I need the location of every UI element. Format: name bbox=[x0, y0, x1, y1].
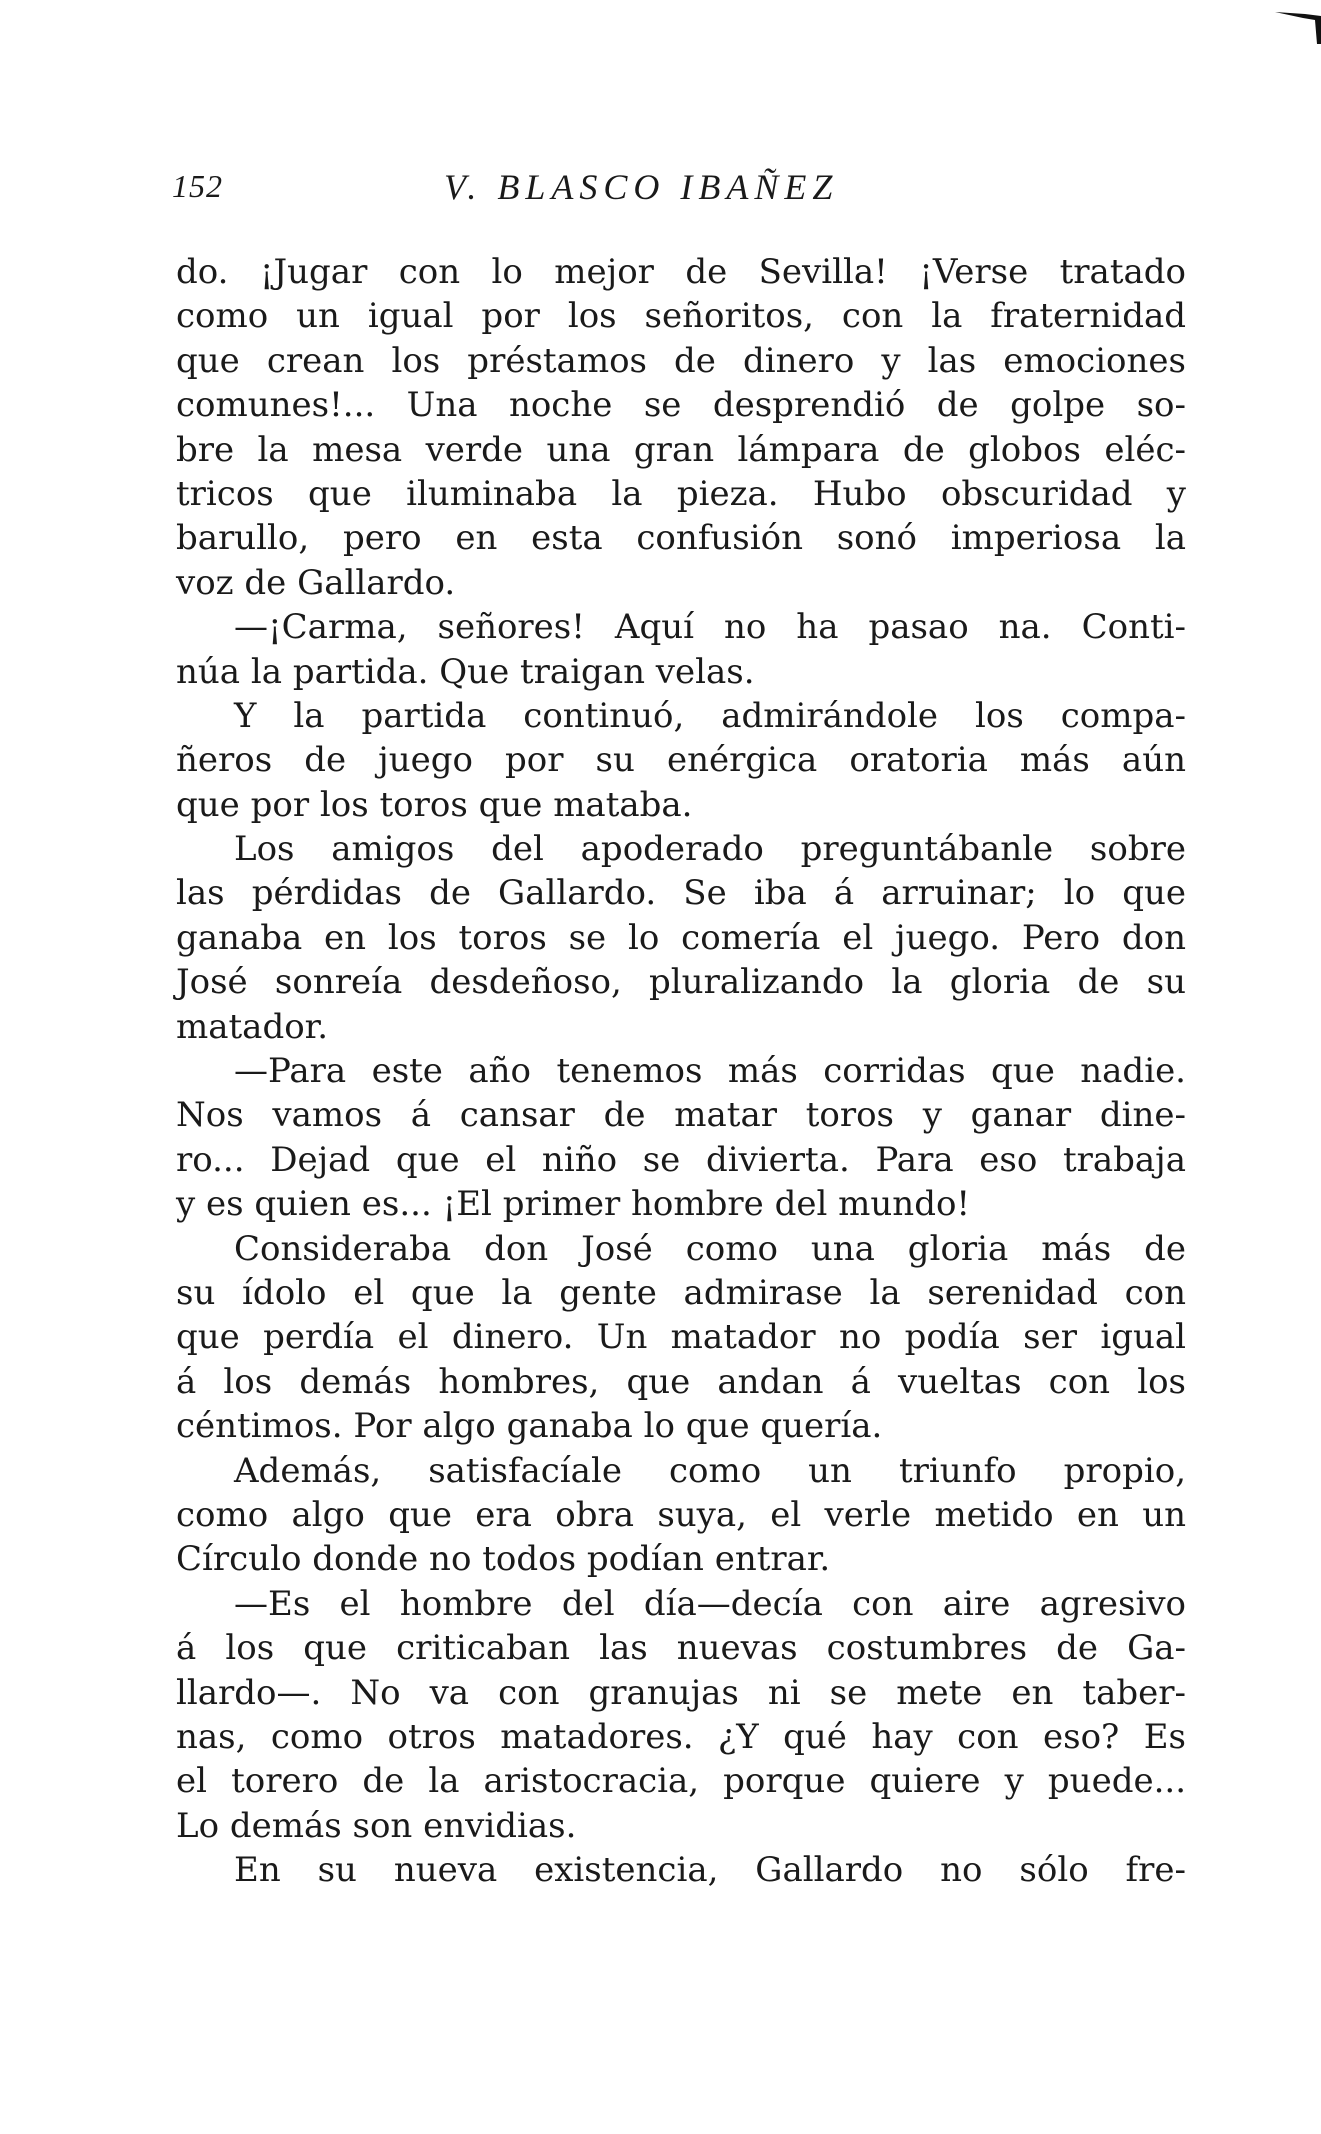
text-line: tricos que iluminaba la pieza. Hubo obscuridad y bbox=[176, 473, 1186, 514]
text-line: Círculo donde no todos podían entrar. bbox=[176, 1539, 831, 1580]
text-line: voz de Gallardo. bbox=[176, 562, 456, 603]
text-line: matador. bbox=[176, 1006, 329, 1047]
text-line: como algo que era obra suya, el verle metido en un bbox=[176, 1494, 1186, 1535]
text-line: y es quien es... ¡El primer hombre del mundo! bbox=[176, 1184, 971, 1225]
text-line: Nos vamos á cansar de matar toros y ganar dine- bbox=[176, 1095, 1186, 1136]
text-line: á los demás hombres, que andan á vueltas con los bbox=[176, 1361, 1186, 1402]
text-line: como un igual por los señoritos, con la fraternidad bbox=[176, 296, 1186, 337]
text-line: ro... Dejad que el niño se divierta. Para eso trabaja bbox=[176, 1139, 1186, 1180]
text-line: Los amigos del apoderado preguntábanle sobre bbox=[234, 829, 1186, 870]
text-line: Además, satisfacíale como un triunfo propio, bbox=[234, 1450, 1186, 1491]
text-line: —Para este año tenemos más corridas que nadie. bbox=[234, 1051, 1186, 1092]
text-line: do. ¡Jugar con lo mejor de Sevilla! ¡Verse tratado bbox=[176, 252, 1186, 292]
text-line: que perdía el dinero. Un matador no podía ser igual bbox=[176, 1317, 1186, 1358]
text-line: núa la partida. Que traigan velas. bbox=[176, 651, 755, 692]
text-line: á los que criticaban las nuevas costumbres de Ga- bbox=[176, 1628, 1186, 1669]
text-line: Lo demás son envidias. bbox=[176, 1805, 577, 1846]
text-line: céntimos. Por algo ganaba lo que quería. bbox=[176, 1406, 883, 1447]
corner-mark bbox=[1275, 4, 1321, 44]
text-line: nas, como otros matadores. ¿Y qué hay con eso? Es bbox=[176, 1716, 1186, 1757]
text-line: barullo, pero en esta confusión sonó imperiosa la bbox=[176, 518, 1186, 559]
text-line: que por los toros que mataba. bbox=[176, 784, 693, 825]
running-head: V. BLASCO IBAÑEZ bbox=[444, 167, 839, 207]
text-line: que crean los préstamos de dinero y las emociones bbox=[176, 340, 1186, 381]
body-text bbox=[176, 250, 1186, 1892]
text-line: —¡Carma, señores! Aquí no ha pasao na. Conti- bbox=[234, 607, 1186, 648]
text-line: ñeros de juego por su enérgica oratoria más aún bbox=[176, 740, 1186, 781]
text-line: su ídolo el que la gente admirase la serenidad con bbox=[176, 1272, 1186, 1313]
text-line: José sonreía desdeñoso, pluralizando la gloria de su bbox=[176, 962, 1186, 1003]
text-line: comunes!... Una noche se desprendió de golpe so- bbox=[176, 385, 1186, 426]
text-line: ganaba en los toros se lo comería el juego. Pero don bbox=[176, 917, 1186, 958]
text-line: llardo—. No va con granujas ni se mete en taber- bbox=[176, 1672, 1186, 1713]
text-line: las pérdidas de Gallardo. Se iba á arruinar; lo que bbox=[176, 873, 1186, 914]
text-line: bre la mesa verde una gran lámpara de globos eléc- bbox=[176, 429, 1186, 470]
text-line: Y la partida continuó, admirándole los compa- bbox=[234, 695, 1186, 736]
text-line: Consideraba don José como una gloria más de bbox=[234, 1228, 1186, 1269]
text-line: —Es el hombre del día—decía con aire agresivo bbox=[234, 1583, 1186, 1624]
page-number: 152 bbox=[172, 168, 223, 204]
text-line: el torero de la aristocracia, porque quiere y puede... bbox=[176, 1761, 1186, 1802]
page-header bbox=[172, 168, 1188, 218]
text-line: En su nueva existencia, Gallardo no sólo fre- bbox=[234, 1850, 1186, 1891]
